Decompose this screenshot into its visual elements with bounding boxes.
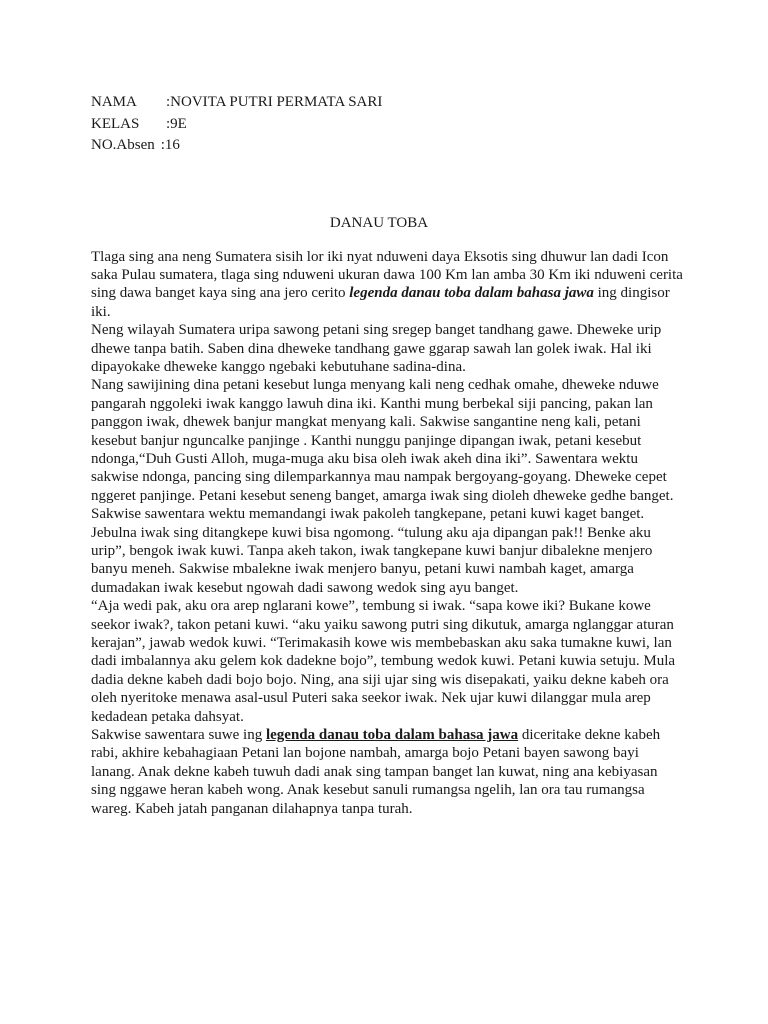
document-title: DANAU TOBA [329,214,429,231]
paragraph-1-text-after: ing dingisor iki. [91,285,670,320]
paragraph-4: Sakwise sawentara wektu memandangi iwak pakoleh tangkepane, petani kuwi kaget banget. Jebulna iwak sing ditangkepe kuwi bisa ngomong. “tulung aku aja dipangan pak!! Benke aku urip”, bengok iwak kuwi. Tanpa akeh takon, iwak tangkepane kuwi banjur dibalekne menjero banyu meneh. Sakwise mbalekne iwak menjero banyu, petani kuwi nambah kaget, amarga dumadakan iwak kesebut ngowah dadi sawong wedok sing ayu banget. [91,506,653,596]
absen-label: NO.Absen [91,137,155,153]
kelas-label: KELAS [91,115,140,132]
paragraph-6-text-before: Sakwise sawentara suwe ing [91,727,266,744]
paragraph-2: Neng wilayah Sumatera uripa sawong petani sing sregep banget tandhang gawe. Dheweke urip dhewe tanpa batih. Saben dina dheweke tandhang gawe ggarap sawah lan golek iwak. Hal iki dipayokake dheweke kanggo ngebaki kebutuhane sadina-dina. [91,322,662,375]
paragraph-6 [91,726,685,818]
paragraph-3: Nang sawijining dina petani kesebut lunga menyang kali neng cedhak omahe, dheweke nduwe pangarah nggoleki iwak kanggo lawuh dina iki. Kanthi mung berbekal siji pancing, pakan lan panggon iwak, dhewek banjur mangkat menyang kali. Sakwise sangantine neng kali, petani kesebut banjur nguncalke panjinge . Kanthi nunggu panjinge dipangan iwak, petani kesebut ndonga,“Duh Gusti Alloh, muga-muga aku bisa oleh iwak akeh dina iki”. Sawentara wektu sakwise ndonga, pancing sing dilemparkannya mau nampak bergoyang-goyang. Dheweke cepet nggeret panjinge. Petani kesebut seneng banget, amarga iwak sing dioleh dheweke gedhe banget. [91,377,674,504]
paragraph-6-text-after: diceritake dekne kabeh rabi, akhire kebahagiaan Petani lan bojone nambah, amarga bojo Petani bayen sawong bayi lanang. Anak dekne kabeh tuwuh dadi anak sing tampan banget lan kuwat, ning ana kebiyasan sing nggawe heran kabeh wong. Anak kesebut sanuli rumangsa ngelih, lan ora tau rumangsa wareg. Kabeh jatah panganan dilahapnya tanpa turah. [91,727,661,817]
paragraph-1-text-before: Tlaga sing ana neng Sumatera sisih lor iki nyat nduweni daya Eksotis sing dhuwur lan dadi Icon saka Pulau sumatera, tlaga sing nduweni ukuran dawa 100 Km lan amba 30 Km iki nduweni cerita sing dawa banget kaya sing ana jero cerito [91,248,683,302]
legend-title-link[interactable]: legenda danau toba dalam bahasa jawa [265,727,519,744]
paragraph-5: “Aja wedi pak, aku ora arep nglarani kowe”, tembung si iwak. “sapa kowe iki? Bukane kowe seekor iwak?, takon petani kuwi. “aku yaiku sawong putri sing dikutuk, amarga nglanggar aturan kerajan”, jawab wedok kuwi. “Terimakasih kowe wis membebaskan aku saka tumakne kuwi, lan dadi imbalannya aku gelem kok dadekne bojo”, tembung wedok kuwi. Petani kuwia setuju. Mula dadia dekne kabeh dadi bojo bojo. Ning, ana siji ujar sing wis disepakati, yaiku dekne kabeh ora oleh nyeritoke menawa asal-usul Puteri saka seekor iwak. Nek ujar kuwi dilanggar mula arep kedadean petaka dahsyat. [91,598,676,725]
document-page [91,92,691,818]
header-absen-row [91,135,691,157]
nama-value: :NOVITA PUTRI PERMATA SARI [166,94,383,110]
absen-value: :16 [160,137,180,153]
kelas-value: :9E [166,115,187,132]
legend-title-emphasis: legenda danau toba dalam bahasa jawa [349,285,594,302]
paragraph-1 [91,248,685,322]
header-nama-row [91,92,691,114]
nama-label: NAMA [91,94,137,110]
header-kelas-row [91,114,691,136]
